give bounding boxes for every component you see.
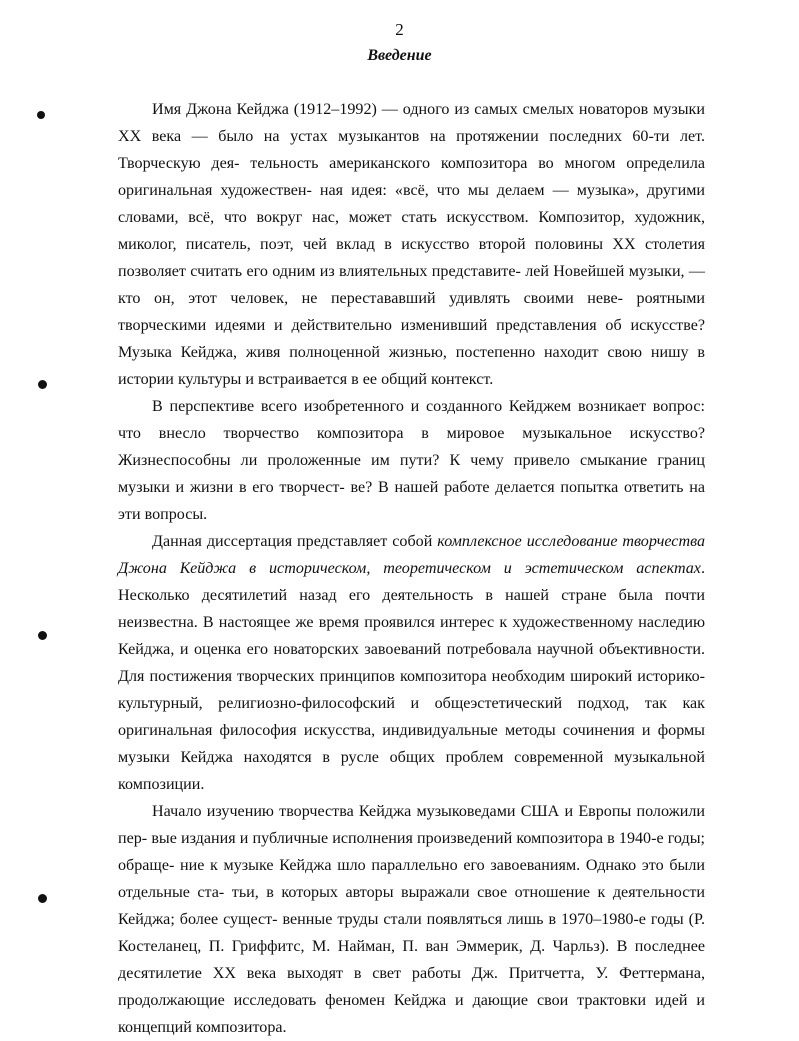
paragraph-line: Начало изучению творчества Кейджа музыковедами США и Европы положили пер- xyxy=(118,803,705,847)
paragraph-line: лей Новейшей музыки, — кто он, этот человек, не перестававший удивлять своими неве- xyxy=(118,263,706,307)
binding-hole-mark xyxy=(38,631,47,640)
paragraph-line: внесло творчество композитора в мировое музыкальное искусство? Жизнеспособны ли xyxy=(118,425,706,469)
paragraph-line: вые издания и публичные исполнения произведений композитора в 1940-е годы; обраще- xyxy=(118,830,705,874)
paragraph-intro: Данная диссертация представляет собой xyxy=(152,533,438,550)
paragraph-2 xyxy=(118,393,705,528)
paragraph-line: тельность американского композитора во многом определила оригинальная художествен- xyxy=(118,155,705,199)
paragraph-line: Имя Джона Кейджа (1912–1992) — одного из самых смелых новаторов музыки XX xyxy=(118,101,705,145)
paragraph-rest: . Несколько десятилетий назад его деятельность в нашей стране была почти неизвестна. В настоящее же время проявился интерес к художественному наследию Кейджа, и оценка его новаторских завоеваний потребовала научной объективности. Для постижения творческих принципов композитора необходим широкий историко-культурный, религиозно-философский и общеэстетический подход, так как оригинальная философия искусства, индивидуальные методы сочинения и формы музыки Кейджа находятся в русле общих проблем современной музыкальной композиции. xyxy=(118,560,705,793)
paragraph-line: венные труды стали появляться лишь в 1970–1980-е годы (Р. Костеланец, П. Гриффитс, xyxy=(118,911,705,955)
paragraph-line: ве? В нашей работе делается попытка ответить на эти вопросы. xyxy=(118,479,705,523)
binding-hole-mark xyxy=(38,380,47,389)
paragraph-line: тьи, в которых авторы выражали свое отношение к деятельности Кейджа; более сущест- xyxy=(118,884,705,928)
paragraph-1 xyxy=(118,96,705,393)
paragraph-line: роятными творческими идеями и действительно изменивший представления об искусстве? xyxy=(118,290,705,334)
paragraph-line: проложенные им пути? К чему привело смыкание границ музыки и жизни в его творчест- xyxy=(118,452,705,496)
paragraph-line: второй половины XX столетия позволяет считать его одним из влиятельных представите- xyxy=(118,236,705,280)
paragraph-3 xyxy=(118,528,705,798)
paragraph-line: дающие свои трактовки идей и концепций композитора. xyxy=(118,992,705,1036)
paragraph-line: века — было на устах музыкантов на протяжении последних 60-ти лет. Творческую дея- xyxy=(118,128,705,172)
paragraph-line: М. Найман, П. ван Эммерик, Д. Чарльз). В последнее десятилетие XX века выходят в свет xyxy=(118,938,706,982)
paragraph-line: Музыка Кейджа, живя полноценной жизнью, постепенно находит свою нишу в истории xyxy=(118,344,705,388)
binding-hole-mark xyxy=(37,111,45,119)
paragraph-line: ная идея: «всё, что мы делаем — музыка», другими словами, всё, что вокруг нас, может xyxy=(118,182,705,226)
paragraph-emphasis: комплексное исследование творчества Джона Кейджа в историческом, теоретическом и эстетическом аспектах xyxy=(118,533,705,577)
section-title: Введение xyxy=(367,47,432,64)
paragraph-line: В перспективе всего изобретенного и созданного Кейджем возникает вопрос: что xyxy=(118,398,705,442)
page-number: 2 xyxy=(395,20,404,39)
binding-hole-mark xyxy=(38,894,47,903)
paragraph-line: работы Дж. Притчетта, У. Феттермана, продолжающие исследовать феномен Кейджа и xyxy=(118,965,706,1009)
paragraph-line: культуры и встраивается в ее общий контекст. xyxy=(177,371,494,388)
paragraph-line: стать искусством. Композитор, художник, миколог, писатель, поэт, чей вклад в искусство xyxy=(118,209,705,253)
paragraph-line: ние к музыке Кейджа шло параллельно его завоеваниям. Однако это были отдельные ста- xyxy=(118,857,705,901)
paragraph-4 xyxy=(118,798,705,1041)
body-text xyxy=(118,96,705,1041)
